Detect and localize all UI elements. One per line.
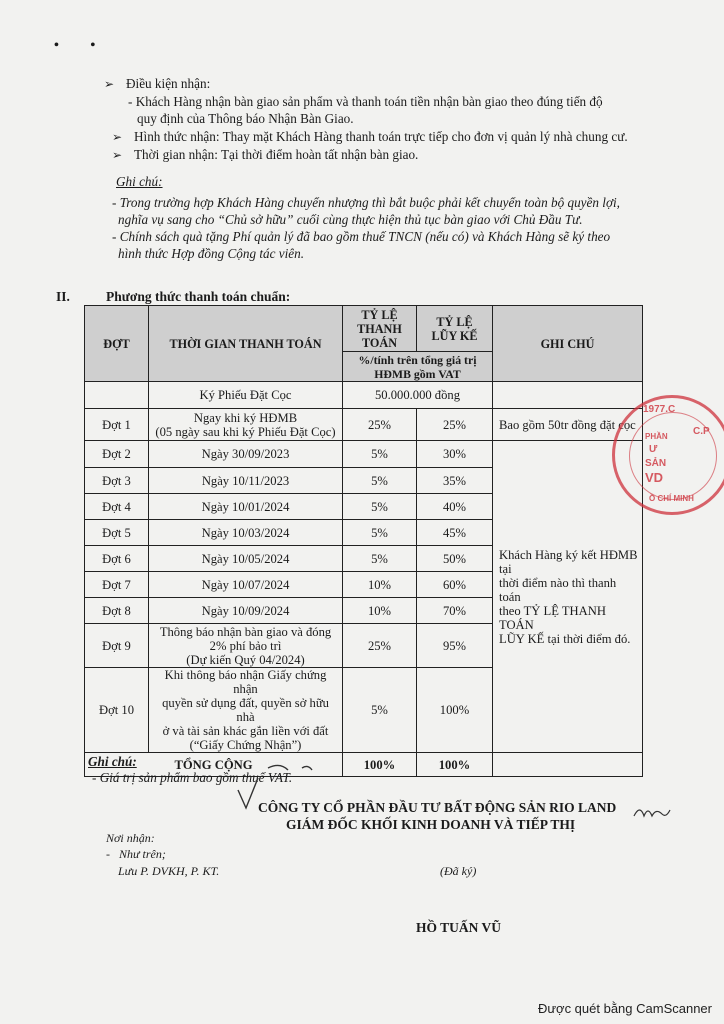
row-time-line: Thông báo nhận bàn giao và đóng [159,624,332,639]
row-time: Ngày 10/05/2024 [149,546,343,572]
group-note [493,441,643,753]
scanner-watermark: Được quét bằng CamScanner [537,1001,712,1016]
row-time: Ngày 10/11/2023 [149,468,343,494]
row-rate: 5% [343,520,417,546]
row-cum: 40% [417,494,493,520]
group-note-line: theo TỶ LỆ THANH TOÁN [499,603,606,632]
row-time-line: Ngay khi ký HĐMB [193,410,298,425]
header-time: THỜI GIAN THANH TOÁN [149,306,343,382]
note1-line-3: - Chính sách quà tặng Phí quản lý đã bao gồm thuế TNCN (nếu có) và Khách Hàng sẽ ký theo [112,229,611,244]
row-cum: 25% [417,409,493,441]
arrow-icon: ➢ [112,148,123,162]
row-dot: Đợt 7 [85,572,149,598]
row-cum: 95% [417,624,493,668]
row-rate: 5% [343,494,417,520]
condition-time-line [112,146,418,164]
row-dot: Đợt 4 [85,494,149,520]
header-note: GHI CHÚ [493,306,643,382]
row-time-line: Khi thông báo nhận Giấy chứng nhận [164,668,327,696]
header-sub [343,352,493,382]
row-cum: 35% [417,468,493,494]
row-cum: 45% [417,520,493,546]
row-rate: 5% [343,441,417,468]
condition-label-line [104,75,210,93]
stamp-line-1: PHẦN [645,432,668,441]
table-header-row [85,306,643,352]
row-cum: 70% [417,598,493,624]
total-cum: 100% [417,753,493,777]
stamp-line-3: SẢN [645,458,667,469]
header-cum-line-2: LŨY KẾ [431,328,478,343]
row-rate: 5% [343,668,417,753]
stamp-line-4: VD [645,470,664,485]
row-dot: Đợt 3 [85,468,149,494]
header-cum-line-1: TỶ LỆ [436,314,473,329]
row-rate: 25% [343,409,417,441]
deposit-label: Ký Phiếu Đặt Cọc [149,382,343,409]
signer-position: GIÁM ĐỐC KHỐI KINH DOANH VÀ TIẾP THỊ [286,817,576,832]
recipients-line-1-text: Như trên; [119,847,166,861]
row-time [149,624,343,668]
company-seal-stamp [612,395,724,515]
group-note-line: thời điểm nào thì thanh toán [499,575,617,604]
header-cumulative [417,306,493,352]
note2-line: - Giá trị sản phẩm bao gồm thuế VAT. [92,770,293,785]
condition-time: Thời gian nhận: Tại thời điểm hoàn tất nhận bàn giao. [134,147,419,162]
row-rate: 10% [343,572,417,598]
row-dot: Đợt 5 [85,520,149,546]
row-rate: 25% [343,624,417,668]
row-cum: 100% [417,668,493,753]
note1-line-4: hình thức Hợp đồng Cộng tác viên. [118,246,305,261]
header-rate-line-2: THANH [357,321,402,336]
stamp-bottom-text: Ồ CHÍ MINH [649,494,694,503]
signer-name: HỒ TUẤN VŨ [416,920,502,935]
row-time [149,409,343,441]
row-dot: Đợt 6 [85,546,149,572]
row-cum: 50% [417,546,493,572]
note1-title: Ghi chú: [116,174,163,189]
note1-line-2: nghĩa vụ sang cho “Chủ sở hữu” cuối cùng thực hiện thủ tục bàn giao với Chủ Đầu Tư. [118,212,583,227]
stamp-right-text: C.P [693,426,710,437]
arrow-icon: ➢ [112,130,123,144]
row-time [149,668,343,753]
payment-schedule-table [84,305,643,777]
header-dot: ĐỢT [85,306,149,382]
initials-mark-icon [632,800,672,824]
row-time: Ngày 30/09/2023 [149,441,343,468]
note1-line-1: - Trong trường hợp Khách Hàng chuyển nhượng thì bắt buộc phải kết chuyển toàn bộ quyền lợi, [112,195,620,210]
table-row [85,409,643,441]
row-time-line: (Dự kiến Quý 04/2024) [186,652,305,667]
row-time-line: (“Giấy Chứng Nhận”) [189,738,302,752]
header-rate-line-1: TỶ LỆ [361,307,398,322]
row-time-line: (05 ngày sau khi ký Phiếu Đặt Cọc) [155,424,336,439]
group-note-line: LŨY KẾ tại thời điểm đó. [499,631,631,646]
stamp-line-2: Ư [649,444,658,455]
total-rate: 100% [343,753,417,777]
header-sub-line-1: %/tính trên tổng giá trị [358,352,477,367]
row-cum: 60% [417,572,493,598]
table-row [85,441,643,468]
deposit-row [85,382,643,409]
deposit-amount: 50.000.000 đồng [343,382,493,409]
condition-detail-2: quy định của Thông báo Nhận Bàn Giao. [137,111,354,126]
total-note [493,753,643,777]
recipients-line-1: - Như trên; [106,847,166,861]
recipients-label: Nơi nhận: [106,831,155,845]
condition-method-line [112,128,628,146]
recipients-line-2: Lưu P. DVKH, P. KT. [118,864,220,878]
row-rate: 5% [343,546,417,572]
row-rate: 10% [343,598,417,624]
section-title: Phương thức thanh toán chuẩn: [106,289,291,304]
header-sub-line-2: HĐMB gồm VAT [374,366,461,381]
row-cum: 30% [417,441,493,468]
condition-detail-1: - Khách Hàng nhận bàn giao sản phẩm và thanh toán tiền nhận bàn giao theo đúng tiến độ [128,94,603,109]
row-dot: Đợt 9 [85,624,149,668]
row-time: Ngày 10/09/2024 [149,598,343,624]
row-note: Bao gồm 50tr đồng đặt cọc [493,409,643,441]
header-rate [343,306,417,352]
row-dot: Đợt 8 [85,598,149,624]
total-label: TỔNG CỘNG [85,753,343,777]
company-name: CÔNG TY CỔ PHẦN ĐẦU TƯ BẤT ĐỘNG SẢN RIO LAND [258,800,617,815]
row-time-line: 2% phí bảo trì [209,638,282,653]
row-time-line: ở và tài sản khác gắn liền với đất [162,724,329,738]
row-time: Ngày 10/03/2024 [149,520,343,546]
row-time-line: quyền sử dụng đất, quyền sở hữu nhà [162,696,329,724]
arrow-icon: ➢ [104,77,115,91]
stamp-top-text: 1977.C [643,404,676,415]
row-dot: Đợt 1 [85,409,149,441]
header-rate-line-3: TOÁN [362,335,397,350]
row-time: Ngày 10/07/2024 [149,572,343,598]
deposit-note [493,382,643,409]
row-dot: Đợt 10 [85,668,149,753]
section-number: II. [56,289,70,304]
condition-label: Điều kiện nhận: [126,76,211,91]
condition-method: Hình thức nhận: Thay mặt Khách Hàng thanh toán trực tiếp cho đơn vị quản lý nhà chung cư. [134,129,628,144]
group-note-line: Khách Hàng ký kết HĐMB tại [499,547,638,576]
scan-dots: • • [54,38,110,53]
deposit-dot [85,382,149,409]
row-time: Ngày 10/01/2024 [149,494,343,520]
signed-note: (Đã ký) [440,864,477,878]
row-dot: Đợt 2 [85,441,149,468]
row-rate: 5% [343,468,417,494]
note2-title: Ghi chú: [88,754,137,769]
